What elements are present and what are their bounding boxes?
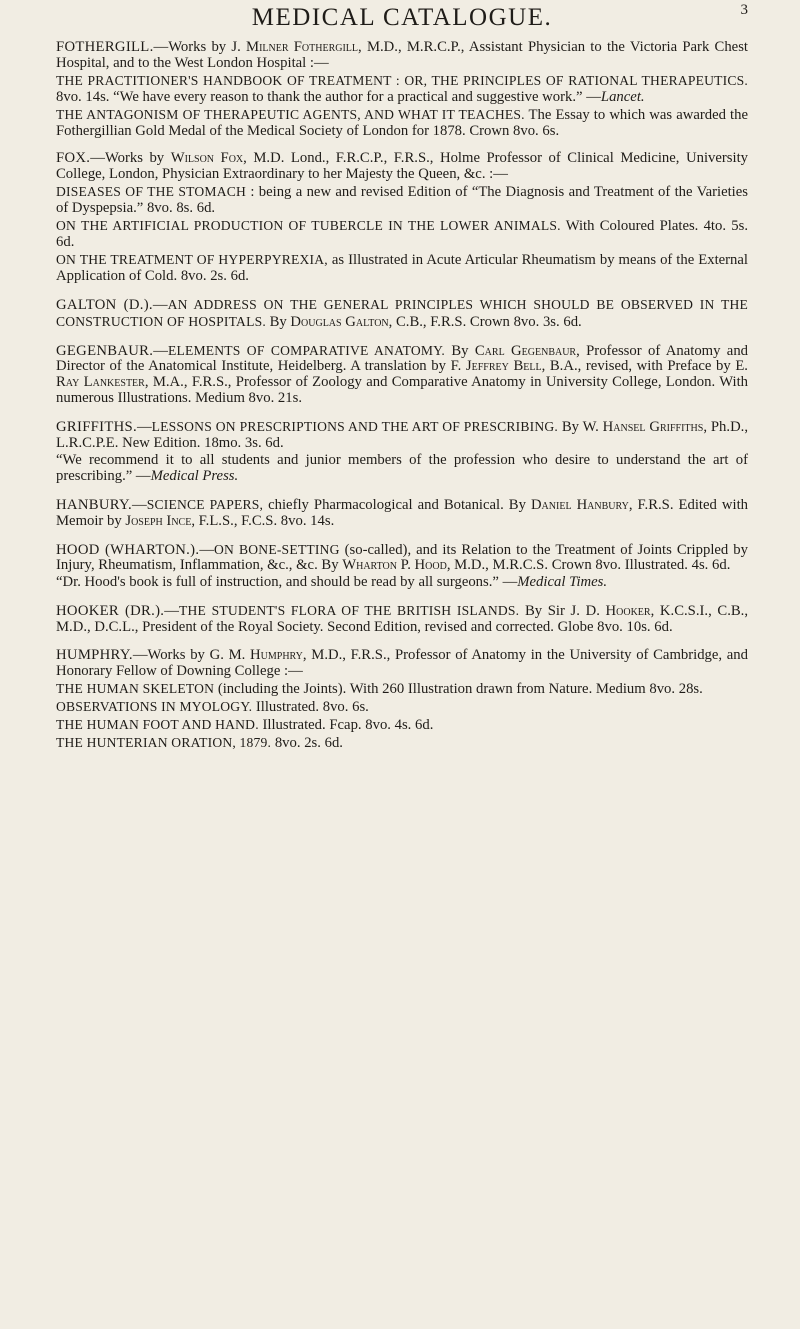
entry-text: LESSONS ON PRESCRIPTIONS AND THE ART OF PRESCRIBING.: [151, 419, 558, 435]
entry-text: “Dr. Hood's book is full of instruction, and should be read by all surgeons.” —: [56, 574, 518, 591]
entry-text: Medical Press.: [150, 467, 239, 484]
entry-text: Medical Times.: [517, 574, 608, 591]
entry-text: THE ANTAGONISM OF THERAPEUTIC AGENTS, AND WHAT IT TEACHES.: [56, 106, 525, 122]
catalogue-entry: [56, 603, 748, 636]
entry-headword: HANBURY.: [56, 496, 132, 513]
entry-text: 8vo. 2s. 6d.: [271, 734, 343, 751]
entry-text: —: [153, 342, 168, 359]
entry-text: (so-called), and its Relation to the Treatment of Joints Crippled by Injury, Rheumatism, Inflammation, &c., &c. By: [56, 541, 748, 574]
entry-text: Jeffrey Bell: [465, 358, 542, 375]
entry-paragraph: [56, 297, 748, 331]
entry-text: Illustrated. 8vo. 6s.: [252, 698, 369, 715]
entry-text: Hooker: [605, 603, 651, 620]
entry-text: —: [132, 496, 147, 513]
entry-text: Douglas Galton: [290, 313, 389, 330]
entry-text: By W.: [557, 419, 603, 436]
catalogue-entry: [56, 40, 748, 139]
entry-text: chiefly Pharmacological and Botanical. By: [263, 496, 531, 513]
entry-text: Hansel Griffiths: [602, 419, 704, 436]
catalogue-entry: [56, 648, 748, 751]
entry-text: DISEASES OF THE STOMACH: [56, 184, 247, 200]
entry-headword: HUMPHRY.: [56, 647, 133, 664]
catalogue-entry: [56, 419, 748, 485]
entry-paragraph: [56, 542, 748, 575]
entry-text: By: [445, 342, 475, 359]
entry-text: Daniel Hanbury: [530, 496, 629, 513]
entry-subitem: [56, 252, 748, 285]
entry-text: —Works by J.: [153, 39, 247, 55]
entry-text: ON THE TREATMENT OF HYPERPYREXIA,: [56, 251, 328, 267]
entry-text: —: [164, 603, 179, 620]
entry-text: , M.D., M.R.C.S. Crown 8vo. Illustrated. 4s. 6d.: [446, 557, 731, 574]
entry-text: , B.A., revised, with Preface by E.: [541, 358, 748, 375]
entry-headword: GALTON (D.).: [56, 296, 153, 313]
entry-subitem: [56, 73, 748, 106]
catalogue-entry: [56, 497, 748, 530]
entry-text: THE PRACTITIONER'S HANDBOOK OF TREATMENT : OR, THE PRINCIPLES OF RATIONAL THERAPEUTICS.: [56, 72, 748, 88]
entry-text: Humphry: [250, 647, 303, 664]
entry-text: , M.D., M.R.C.P., Assistant Physician to the Victoria Park Chest Hospital, and to the West London Hospital :—: [56, 39, 748, 71]
entry-text: as Illustrated in Acute Articular Rheumatism by means of the External Application of Cold. 8vo. 2s. 6d.: [56, 251, 749, 284]
entry-text: Illustrated. Fcap. 8vo. 4s. 6d.: [258, 716, 434, 733]
catalogue-entry: [56, 297, 748, 331]
entry-text: The Essay to which was awarded the Fothergillian Gold Medal of the Medical Society of London for 1878. Crown 8vo. 6s.: [56, 106, 748, 139]
entry-text: By Sir J. D.: [519, 603, 606, 620]
entry-paragraph: [56, 497, 748, 530]
entry-headword: HOOKER (DR.).: [56, 603, 165, 620]
page-title: MEDICAL CATALOGUE.: [251, 4, 553, 31]
entry-text: —: [152, 296, 168, 313]
entry-subitem: [56, 184, 748, 217]
entry-text: ON THE ARTIFICIAL PRODUCTION OF TUBERCLE IN THE LOWER ANIMALS.: [56, 218, 561, 234]
entry-text: ELEMENTS OF COMPARATIVE ANATOMY.: [167, 342, 446, 358]
entry-text: With Coloured Plates. 4to. 5s. 6d.: [56, 218, 748, 250]
entry-text: , F.L.S., F.C.S. 8vo. 14s.: [191, 512, 335, 529]
entry-headword: GRIFFITHS.: [56, 419, 137, 436]
entry-text: , Ph.D., L.R.C.P.E. New Edition. 18mo. 3s. 6d.: [56, 419, 749, 452]
entry-subitem: [56, 218, 748, 251]
entry-subitem: [56, 575, 748, 591]
entry-text: (including the Joints). With 260 Illustration drawn from Nature. Medium 8vo. 28s.: [214, 680, 703, 697]
entry-headword: FOX.: [56, 150, 91, 167]
entry-text: —: [136, 419, 152, 436]
entry-paragraph: [56, 40, 748, 72]
entry-text: OBSERVATIONS IN MYOLOGY.: [56, 698, 253, 714]
entry-subitem: [56, 107, 748, 140]
catalogue-entry: [56, 343, 748, 408]
entry-text: THE HUNTERIAN ORATION, 1879.: [56, 734, 272, 750]
entry-text: , C.B., F.R.S. Crown 8vo. 3s. 6d.: [388, 313, 582, 330]
entry-text: AN ADDRESS ON THE GENERAL PRINCIPLES WHICH SHOULD BE OBSERVED IN THE CONSTRUCTION OF HOSPITALS.: [56, 296, 749, 329]
entry-paragraph: [56, 419, 748, 452]
entry-paragraph: [56, 648, 748, 680]
entry-text: Wilson Fox: [170, 150, 244, 167]
entry-text: Milner Fothergill: [246, 39, 359, 55]
entry-text: , Professor of Anatomy and Director of the Anatomical Institute, Heidelberg. A translation by F.: [56, 342, 749, 375]
entry-headword: GEGENBAUR.: [56, 342, 154, 359]
entry-paragraph: [56, 151, 748, 183]
entry-subitem: [56, 717, 748, 734]
entry-text: , M.D. Lond., F.R.C.P., F.R.S., Holme Professor of Clinical Medicine, University College, London, Physician Extraordinary to her Majesty the Queen, &c. :—: [56, 150, 748, 183]
entry-text: Ray Lankester: [56, 374, 145, 391]
entry-text: Carl Gegenbaur: [474, 342, 577, 359]
page-header: [56, 0, 748, 40]
entry-text: , K.C.S.I., C.B., M.D., D.C.L., President of the Royal Society. Second Edition, revised and corrected. Globe 8vo. 10s. 6d.: [56, 603, 749, 636]
entry-subitem: [56, 699, 748, 716]
entry-text: “We recommend it to all students and junior members of the profession who desire to understand the art of prescribing.” —: [56, 451, 748, 484]
catalogue-entry: [56, 151, 748, 284]
entry-text: , F.R.S. Edited with Memoir by: [56, 496, 748, 529]
entry-text: THE HUMAN FOOT AND HAND.: [56, 716, 259, 732]
entry-paragraph: [56, 343, 748, 408]
entry-headword: HOOD (WHARTON.).: [56, 541, 200, 558]
entry-text: Lancet.: [600, 88, 645, 105]
catalogue-entry: [56, 542, 748, 592]
entry-text: —: [199, 541, 215, 558]
page-number: 3: [740, 2, 748, 18]
entry-subitem: [56, 735, 748, 752]
entry-text: SCIENCE PAPERS,: [146, 496, 264, 512]
entry-text: : being a new and revised Edition of “The Diagnosis and Treatment of the Varieties of Dyspepsia.” 8vo. 8s. 6d.: [56, 184, 748, 217]
entry-text: Joseph Ince: [125, 512, 192, 529]
catalogue-entries: [56, 40, 748, 752]
entry-headword: FOTHERGILL.: [56, 39, 154, 55]
entry-text: 8vo. 14s. “We have every reason to thank the author for a practical and suggestive work.” —: [56, 88, 601, 105]
entry-text: By: [265, 313, 291, 330]
entry-paragraph: [56, 603, 748, 636]
entry-subitem: [56, 681, 748, 698]
entry-text: Wharton P. Hood: [342, 557, 447, 574]
entry-text: ON BONE-SETTING: [214, 541, 340, 557]
entry-text: —Works by G. M.: [132, 647, 251, 664]
entry-text: THE STUDENT'S FLORA OF THE BRITISH ISLANDS.: [178, 603, 520, 619]
entry-text: , M.D., F.R.S., Professor of Anatomy in the University of Cambridge, and Honorary Fellow of Downing College :—: [56, 647, 748, 679]
entry-subitem: [56, 453, 748, 485]
entry-text: , M.A., F.R.S., Professor of Zoology and Comparative Anatomy in University College, London. With numerous Illustrations. Medium 8vo. 21s.: [56, 374, 748, 407]
entry-text: —Works by: [90, 150, 171, 167]
entry-text: THE HUMAN SKELETON: [56, 680, 215, 696]
